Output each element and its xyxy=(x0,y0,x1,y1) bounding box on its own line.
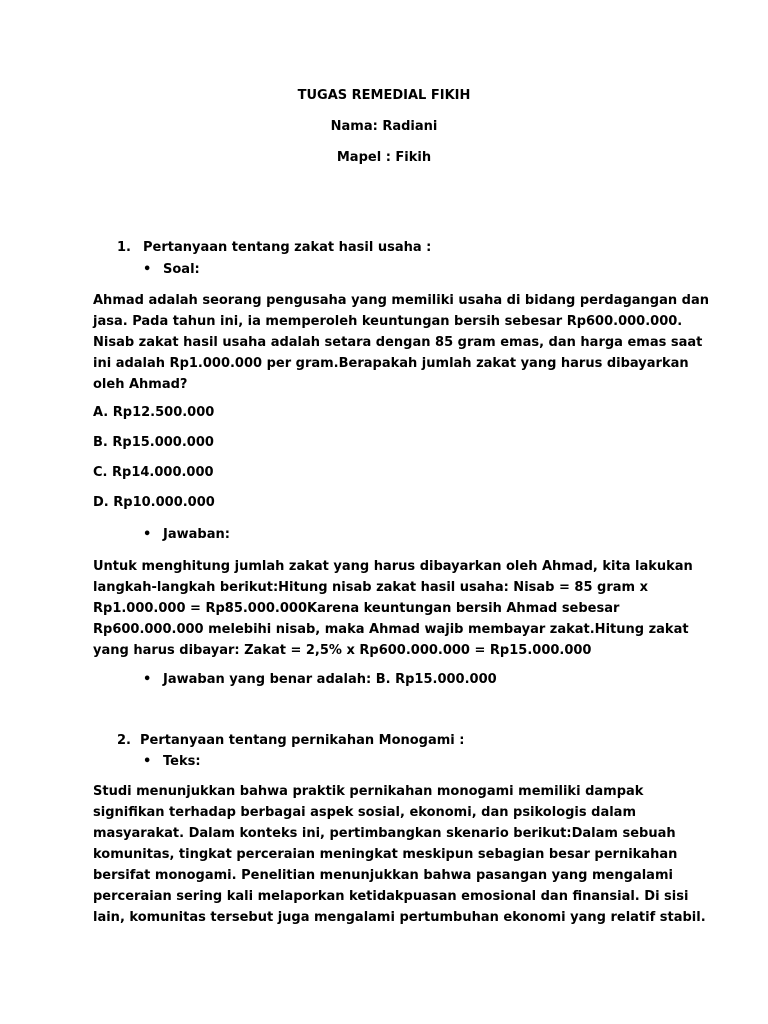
text-line: Studi menunjukkan bahwa praktik pernikahan monogami memiliki dampak xyxy=(93,784,644,799)
text-line: masyarakat. Dalam konteks ini, pertimbangkan skenario berikut:Dalam sebuah xyxy=(93,826,676,841)
answer-line: Rp600.000.000 melebihi nisab, maka Ahmad wajib membayar zakat.Hitung zakat xyxy=(93,622,689,637)
text-line: perceraian sering kali melaporkan ketidakpuasan emosional dan finansial. Di sisi xyxy=(93,889,689,904)
section1-number: 1. xyxy=(117,240,131,255)
answer-line: langkah-langkah berikut:Hitung nisab zakat hasil usaha: Nisab = 85 gram x xyxy=(93,580,648,595)
student-name: Nama: Radiani xyxy=(330,119,438,134)
answer-text xyxy=(93,556,693,661)
question-line: Ahmad adalah seorang pengusaha yang memiliki usaha di bidang perdagangan dan xyxy=(93,293,709,308)
bullet-icon: • xyxy=(143,754,152,769)
option-a: A. Rp12.500.000 xyxy=(93,405,215,420)
question-line: jasa. Pada tahun ini, ia memperoleh keuntungan bersih sebesar Rp600.000.000. xyxy=(93,314,683,329)
answer-line: yang harus dibayar: Zakat = 2,5% x Rp600.000.000 = Rp15.000.000 xyxy=(93,643,592,658)
document-title: TUGAS REMEDIAL FIKIH xyxy=(297,88,471,103)
section2-number: 2. xyxy=(117,733,131,748)
answer-line: Rp1.000.000 = Rp85.000.000Karena keuntungan bersih Ahmad sebesar xyxy=(93,601,620,616)
teks-label: Teks: xyxy=(163,754,201,769)
option-c: C. Rp14.000.000 xyxy=(93,465,214,480)
question-line: oleh Ahmad? xyxy=(93,377,188,392)
option-b: B. Rp15.000.000 xyxy=(93,435,214,450)
option-d: D. Rp10.000.000 xyxy=(93,495,215,510)
text-line: komunitas, tingkat perceraian meningkat meskipun sebagian besar pernikahan xyxy=(93,847,678,862)
text-line: lain, komunitas tersebut juga mengalami pertumbuhan ekonomi yang relatif stabil. xyxy=(93,910,706,925)
bullet-icon: • xyxy=(143,262,152,277)
jawaban-label: Jawaban: xyxy=(163,527,230,542)
soal-label: Soal: xyxy=(163,262,200,277)
section1-heading: Pertanyaan tentang zakat hasil usaha : xyxy=(143,240,432,255)
answer-line: Untuk menghitung jumlah zakat yang harus dibayarkan oleh Ahmad, kita lakukan xyxy=(93,559,693,574)
section2-text xyxy=(93,781,706,928)
text-line: signifikan terhadap berbagai aspek sosial, ekonomi, dan psikologis dalam xyxy=(93,805,637,820)
section2-heading: Pertanyaan tentang pernikahan Monogami : xyxy=(140,733,465,748)
question-text xyxy=(93,290,709,395)
question-line: Nisab zakat hasil usaha adalah setara dengan 85 gram emas, dan harga emas saat xyxy=(93,335,703,350)
correct-answer: Jawaban yang benar adalah: B. Rp15.000.000 xyxy=(163,672,497,687)
bullet-icon: • xyxy=(143,672,152,687)
bullet-icon: • xyxy=(143,527,152,542)
question-line: ini adalah Rp1.000.000 per gram.Berapakah jumlah zakat yang harus dibayarkan xyxy=(93,356,689,371)
text-line: bersifat monogami. Penelitian menunjukkan bahwa pasangan yang mengalami xyxy=(93,868,673,883)
subject-line: Mapel : Fikih xyxy=(336,150,432,165)
